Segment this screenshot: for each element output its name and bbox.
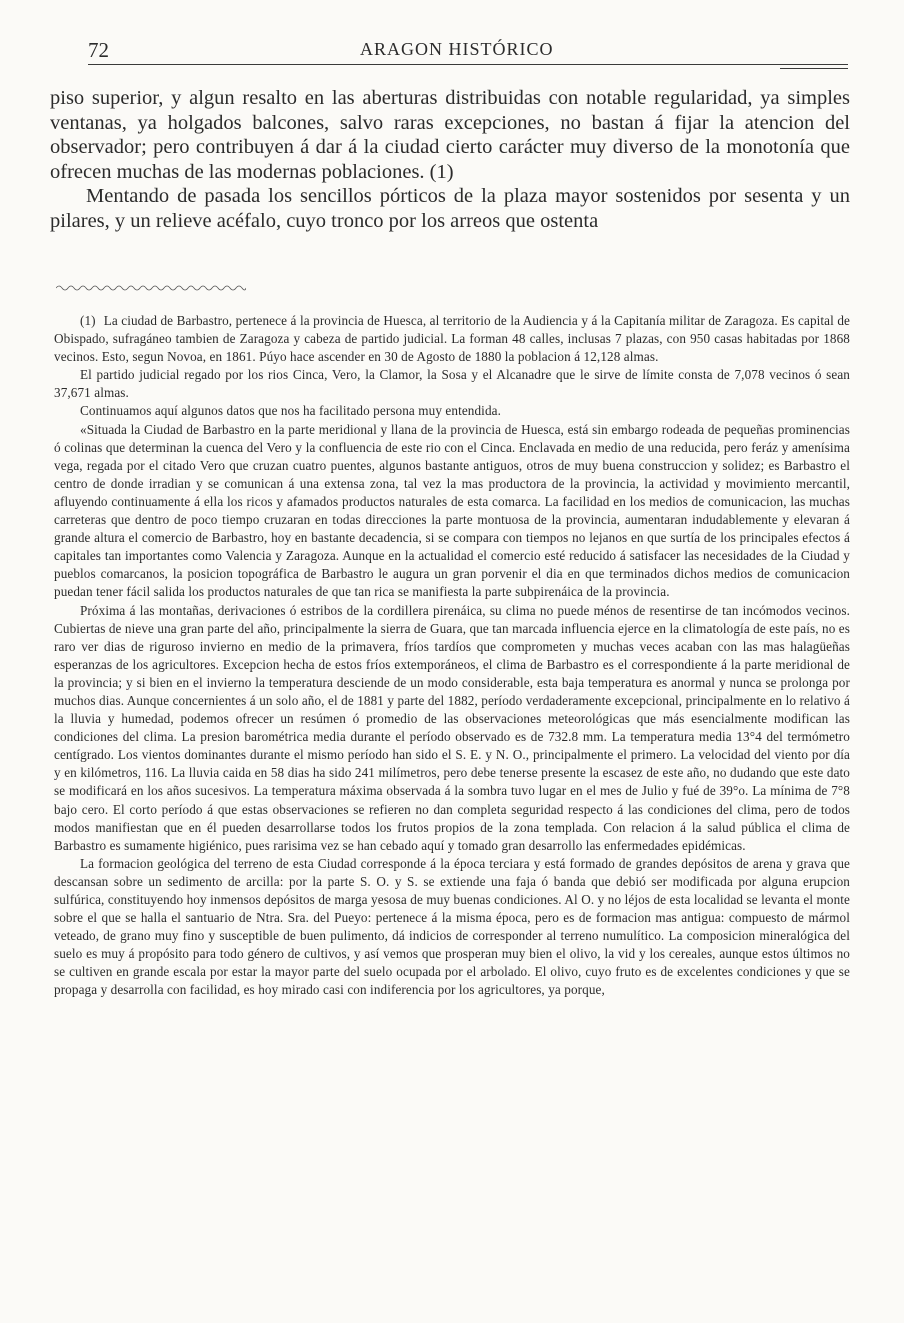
footnote-marker: (1) <box>80 313 96 328</box>
footnote-paragraph: Continuamos aquí algunos datos que nos ha facilitado persona muy entendida. <box>80 403 501 419</box>
footnote-text: La ciudad de Barbastro, pertenece á la provincia de Huesca, al territorio de la Audiencia y á la Capitanía militar de Zaragoza. Es capital de Obispado, sufragáneo tambien de Zaragoza y cabeza de partido judicial. La forman 48 calles, inclusas 7 plazas, con 950 casas habitadas por 1868 vecinos. Esto, segun Novoa, en 1861. Púyo hace ascender en 30 de Agosto de 1880 la poblacion á 12,128 almas. <box>54 313 850 365</box>
running-title: ARAGON HISTÓRICO <box>360 39 554 59</box>
header-rule <box>88 64 848 65</box>
main-text <box>50 86 850 234</box>
paragraph: piso superior, y algun resalto en las aberturas distribuidas con notable regularidad, ya simples ventanas, ya holgados balcones, salvo raras excepciones, no bastan á fijar la atencion del observador; pero contribuyen á dar á la ciudad cierto carácter muy diverso de la monotonía que ofrecen muchas de las modernas poblaciones. (1) <box>50 87 850 183</box>
page-header <box>88 38 848 64</box>
footnote-paragraph: El partido judicial regado por los rios Cinca, Vero, la Clamor, la Sosa y el Alcanadre que le sirve de límite consta de 7,078 vecinos ó sean 37,671 almas. <box>54 367 850 401</box>
footnote-separator <box>56 283 246 291</box>
page-number: 72 <box>88 38 109 62</box>
footnote-paragraph: Próxima á las montañas, derivaciones ó estribos de la cordillera pirenáica, su clima no puede ménos de resentirse de tan incómodos vecinos. Cubiertas de nieve una gran parte del año, principalmente la sierra de Guara, que tan marcada influencia ejerce en la climatología de este país, no es raro ver dias de riguroso invierno en medio de la primavera, fríos tardíos que comprometen y muchas veces acaban con las mas halagüeñas esperanzas de los agricultores. Excepcion hecha de estos fríos extemporáneos, el clima de Barbastro es el correspondiente á la parte meridional de la provincia; y si bien en el invierno la temperatura desciende de un modo considerable, esta baja temperatura es anormal y nunca se prolonga por muchos dias. Aunque concernientes á un solo año, el de 1881 y parte del 1882, período verdaderamente excepcional, principalmente en lo relativo á la lluvia y humedad, podemos ofrecer un resúmen ó promedio de las observaciones meteorológicas que más esencialmente modifican las condiciones del clima. La presion barométrica media durante el período observado es de 732.8 mm. La temperatura media 13°4 del termómetro centígrado. Los vientos dominantes durante el mismo período han sido el S. E. y N. O., principalmente el primero. La velocidad del viento por día y en kilómetros, 116. La lluvia caida en 58 dias ha sido 241 milímetros, pero debe tenerse presente la escasez de este año, no dudando que este dato se modificará en los años sucesivos. La temperatura máxima observada á la sombra tuvo lugar en el mes de Julio y fué de 39°o. La mínima de 7°8 bajo cero. El corto período á que estas observaciones se refieren no dan completa seguridad respecto á las condiciones del clima, pero de todos modos manifiestan que en él pueden desarrollarse todos los frutos propios de la zona templada. Con relacion á la salud pública el clima de Barbastro es sumamente higiénico, pues rarisima vez se han cebado aquí y tomado gran desarrollo las enfermedades epidémicas. <box>54 602 850 853</box>
footnote-paragraph: «Situada la Ciudad de Barbastro en la parte meridional y llana de la provincia de Huesca, está sin embargo rodeada de pequeñas prominencias ó colinas que determinan la cuenca del Vero y la confluencia de este rio con el Cinca. Enclavada en medio de una reducida, pero feráz y amenísima vega, regada por el citado Vero que cruzan cuatro puentes, algunos bastante antiguos, otros de muy buena construccion y solidez; es Barbastro el centro de donde irradian y se comunican á una extensa zona, tal vez la mas productora de la provincia, la actividad y movimiento mercantil, afluyendo continuamente á ella los ricos y afamados productos naturales de esta comarca. La facilidad en los medios de comunicacion, las muchas carreteras que dentro de poco tiempo cruzaran en todas direcciones la parte montuosa de la provincia, aumentaran indudablemente y elevaran á grande altura el comercio de Barbastro, hoy en bastante decadencia, si se compara con tiempos no lejanos en que surtía de los principales efectos á capitales tan importantes como Valencia y Zaragoza. Aunque en la actualidad el comercio esté reducido á satisfacer las necesidades de la Ciudad y pueblos comarcanos, la posicion topográfica de Barbastro le augura un gran porvenir el dia en que terminados dichos medios de comunicacion puedan tener fácil salida los productos naturales de que tan rica se manifiesta la parte subpirenáica de la provincia. <box>54 421 850 600</box>
footnote-paragraph: La formacion geológica del terreno de esta Ciudad corresponde á la época terciara y está formado de grandes depósitos de arena y grava que descansan sobre un sedimento de arcilla: por la parte S. O. y S. se extiende una faja ó banda que debió ser modificada por alguna erupcion sulfúrica, constituyendo hoy inmensos depósitos de marga yesosa de muy buenas condiciones. Al O. y no léjos de esta localidad se levanta el monte sobre el que se halla el santuario de Ntra. Sra. del Pueyo: pertenece á la misma época, pero es de formacion mas antigua: compuesto de mármol veteado, de grano muy fino y susceptible de buen pulimento, dá indicios de corresponder al terreno numulítico. La composicion mineralógica del suelo es muy á propósito para todo género de cultivos, y así vemos que prosperan muy bien el olivo, la vid y los cereales, aunque estos últimos no se cultiven en grande escala por estar la mayor parte del suelo ocupada por el arbolado. El olivo, cuyo fruto es de excelentes condiciones y que se propaga y desarrolla con facilidad, es hoy mirado casi con indiferencia por los agricultores, ya porque, <box>54 855 850 998</box>
header-rule-short <box>780 68 848 69</box>
footnote-paragraph <box>54 312 850 366</box>
footnotes <box>54 312 850 1000</box>
paragraph: Mentando de pasada los sencillos pórticos de la plaza mayor sostenidos por sesenta y un pilares, y un relieve acéfalo, cuyo tronco por los arreos que ostenta <box>50 185 850 232</box>
